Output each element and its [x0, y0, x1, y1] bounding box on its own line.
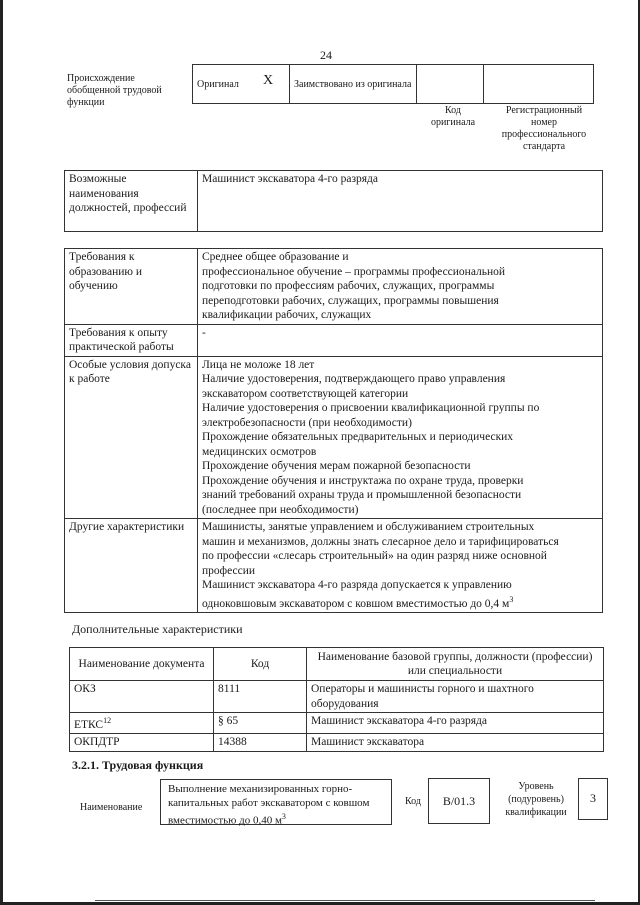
requirement-row — [65, 249, 603, 325]
requirement-line: профессиональное обучение – программы профессиональной — [202, 265, 506, 278]
footnote-ref: 12 — [103, 716, 112, 725]
scan-edge-left — [0, 0, 3, 905]
requirement-text — [198, 249, 603, 325]
section-title: 3.2.1. Трудовая функция — [72, 758, 204, 772]
requirement-label: Другие характеристики — [65, 519, 198, 613]
positions-value: Машинист экскаватора 4-го разряда — [198, 171, 603, 232]
table-row — [70, 734, 604, 752]
requirement-label: Требования к опыту практической работы — [65, 324, 198, 356]
registration-number-caption: Регистрационный номер профессионального стандарта — [501, 105, 587, 152]
code-cell: 8111 — [214, 681, 307, 713]
requirement-line: электробезопасности (при необходимости) — [202, 416, 412, 429]
requirement-label: Требования к образованию и обучению — [65, 249, 198, 325]
doc-cell: ОКЗ — [70, 681, 214, 713]
doc-cell: ОКПДТР — [70, 734, 214, 752]
name-cell: Машинист экскаватора — [307, 734, 604, 752]
origin-label: Происхождение обобщенной трудовой функции — [67, 73, 162, 108]
table-row — [70, 681, 604, 713]
requirement-line: машин и механизмов, должны знать слесарное дело и тарифицироваться — [202, 535, 559, 548]
origin-borrowed-cell: Заимствовано из оригинала — [290, 65, 417, 104]
code-cell: § 65 — [214, 713, 307, 734]
origin-reg-cell — [484, 65, 594, 104]
doc-text: ЕТКС — [74, 718, 104, 731]
requirement-line: Наличие удостоверения о присвоении квалификационной группы по — [202, 402, 540, 414]
requirement-line: квалификации рабочих, служащих — [202, 309, 372, 321]
additional-header-name: Наименование базовой группы, должности (профессии) или специальности — [307, 648, 604, 681]
name-cell: Операторы и машинисты горного и шахтного оборудования — [307, 681, 604, 713]
requirement-text — [198, 324, 603, 356]
name-cell: Машинист экскаватора 4-го разряда — [307, 713, 604, 734]
additional-header-doc: Наименование документа — [70, 648, 214, 681]
superscript: 3 — [281, 812, 286, 821]
requirement-line: Среднее общее образование и — [202, 251, 349, 263]
requirements-table — [64, 248, 603, 613]
requirement-text — [198, 519, 603, 613]
requirement-row — [65, 519, 603, 613]
requirement-line-text: одноковшовым экскаватором с ковшом вместимостью до 0,4 м — [202, 597, 510, 610]
origin-table — [192, 64, 594, 104]
requirement-line: переподготовки рабочих, служащих, программы повышения — [202, 294, 499, 307]
requirement-line: подготовки по профессиям рабочих, служащих, программы — [202, 280, 495, 292]
table-row — [70, 713, 604, 734]
requirement-line: медицинских осмотров — [202, 445, 317, 458]
page-number: 24 — [320, 48, 332, 62]
function-code-box: B/01.3 — [428, 778, 490, 824]
origin-original-cell — [193, 65, 290, 104]
origin-mark: X — [263, 73, 274, 88]
requirement-line: знаний требований охраны труда и промышленной безопасности — [202, 489, 522, 501]
requirement-line — [202, 593, 598, 611]
origin-original-label: Оригинал — [197, 78, 239, 90]
requirement-line: профессии — [202, 564, 256, 577]
superscript: 3 — [509, 594, 514, 604]
code-cell: 14388 — [214, 734, 307, 752]
origin-code-cell — [417, 65, 484, 104]
requirement-line: Машинисты, занятые управлением и обслуживанием строительных — [202, 521, 535, 533]
code-original-caption: Код оригинала — [430, 105, 476, 128]
additional-header-code: Код — [214, 648, 307, 681]
qualification-level-box: 3 — [578, 778, 608, 820]
requirement-line: Прохождение обязательных предварительных и периодических — [202, 431, 514, 443]
requirement-row — [65, 356, 603, 519]
qualification-level-label: Уровень (подуровень) квалификации — [505, 781, 567, 818]
requirement-line: Прохождение обучения и инструктажа по охране труда, проверки — [202, 474, 524, 487]
function-code-label: Код — [405, 796, 421, 807]
requirement-line: (последнее при необходимости) — [202, 503, 359, 516]
additional-header-row — [70, 648, 604, 681]
function-name-box — [160, 779, 392, 825]
function-name-label: Наименование — [80, 802, 143, 813]
requirement-line: Лица не моложе 18 лет — [202, 358, 315, 371]
requirement-line: по профессии «слесарь строительный» на один разряд ниже основной — [202, 550, 547, 562]
requirement-line: - — [202, 326, 206, 339]
requirement-line: Машинист экскаватора 4-го разряда допускается к управлению — [202, 579, 512, 591]
additional-title: Дополнительные характеристики — [72, 622, 243, 636]
requirement-text — [198, 356, 603, 519]
requirement-row — [65, 324, 603, 356]
requirement-line: Наличие удостоверения, подтверждающего право управления — [202, 373, 506, 385]
requirement-label: Особые условия допуска к работе — [65, 356, 198, 519]
function-name-text: Выполнение механизированных горно-капитальных работ экскаватором с ковшом вместимостью до 0,40 м — [168, 783, 370, 827]
additional-table — [69, 647, 604, 752]
requirement-line: Прохождение обучения мерам пожарной безопасности — [202, 460, 471, 472]
doc-cell — [70, 713, 214, 734]
positions-label: Возможные наименования должностей, профессий — [65, 171, 198, 232]
positions-table — [64, 170, 603, 232]
bottom-rule — [95, 900, 595, 901]
requirement-line: экскаватором соответствующей категории — [202, 387, 409, 400]
